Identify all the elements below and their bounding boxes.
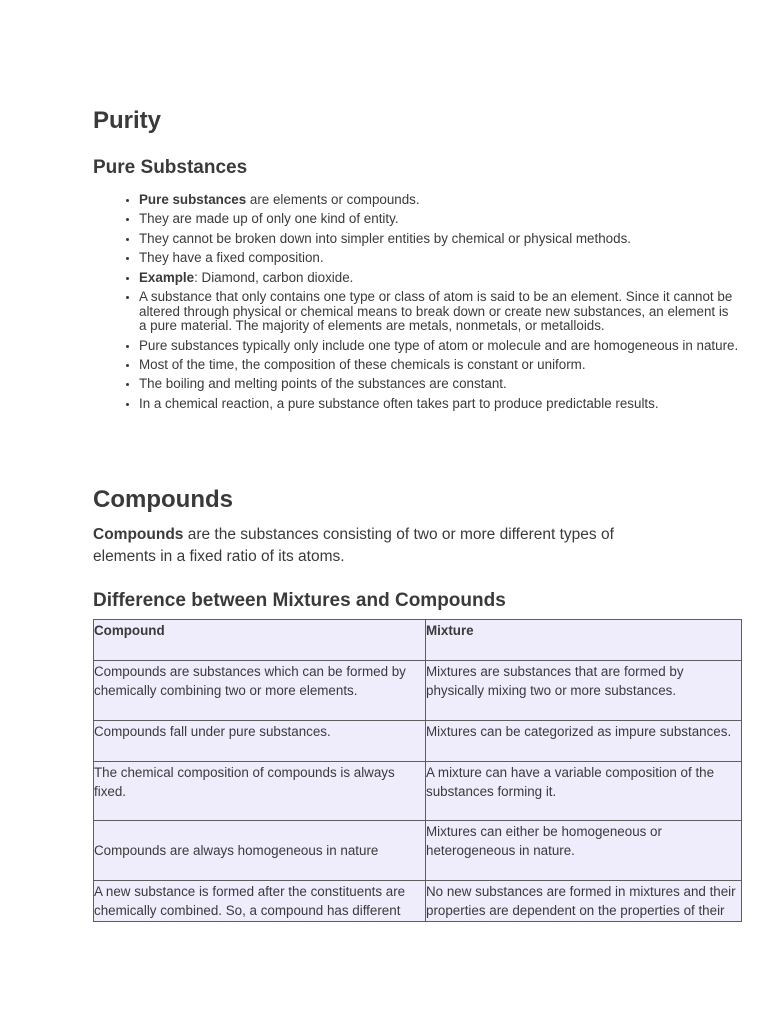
table-cell: Mixtures can be categorized as impure substances. xyxy=(426,721,742,762)
table-header-mixture: Mixture xyxy=(426,620,742,661)
table-row xyxy=(94,721,742,762)
list-item xyxy=(139,358,739,373)
section-heading-difference: Difference between Mixtures and Compounds xyxy=(93,590,506,611)
table-cell: Compounds fall under pure substances. xyxy=(94,721,426,762)
list-item-text: Most of the time, the composition of these chemicals is constant or uniform. xyxy=(139,356,586,372)
list-item-text: are elements or compounds. xyxy=(246,192,420,207)
list-item-text: The boiling and melting points of the substances are constant. xyxy=(139,376,507,392)
table-header-row xyxy=(94,620,742,661)
list-item-text: In a chemical reaction, a pure substance often takes part to produce predictable results. xyxy=(139,395,659,411)
table-cell: Compounds are always homogeneous in nature xyxy=(94,821,426,881)
list-item xyxy=(139,212,739,227)
compounds-intro-bold: Compounds xyxy=(93,526,184,543)
table-cell: A mixture can have a variable composition of the substances forming it. xyxy=(426,762,742,821)
table-cell-clip: No new substances are formed in mixtures and their properties are dependent on the properties of their xyxy=(426,884,736,918)
list-item xyxy=(139,339,739,354)
list-item-text: A substance that only contains one type or class of atom is said to be an element. Since it cannot be altered through physical or chemical means to break down or create new substances, an element is a pure material. The majority of elements are metals, nonmetals, or metalloids. xyxy=(139,288,733,334)
table-cell: The chemical composition of compounds is always fixed. xyxy=(94,762,426,821)
list-item-bold: Example xyxy=(139,269,195,285)
list-item xyxy=(139,397,739,412)
list-item xyxy=(139,290,739,334)
list-item xyxy=(139,271,739,286)
table-header-compound: Compound xyxy=(94,620,426,661)
table-cell xyxy=(426,881,742,922)
section-heading-compounds: Compounds xyxy=(93,486,233,513)
table-row xyxy=(94,661,742,721)
list-item xyxy=(139,377,739,392)
table-cell xyxy=(94,881,426,922)
table-row xyxy=(94,881,742,922)
table-cell: Compounds are substances which can be formed by chemically combining two or more elements. xyxy=(94,661,426,721)
page-title: Purity xyxy=(93,107,162,134)
list-item-text: They cannot be broken down into simpler entities by chemical or physical methods. xyxy=(139,230,631,246)
list-item-bold: Pure substances xyxy=(139,192,247,207)
list-item-text: They have a fixed composition. xyxy=(139,250,324,266)
compounds-intro-text: are the substances consisting of two or more different types of elements in a fixed ratio of its atoms. xyxy=(93,526,614,565)
list-item xyxy=(139,251,739,266)
list-item xyxy=(139,232,739,247)
table-row xyxy=(94,821,742,881)
compounds-intro xyxy=(93,524,653,568)
comparison-table xyxy=(93,619,742,922)
table-row xyxy=(94,762,742,821)
table-cell: Mixtures can either be homogeneous or heterogeneous in nature. xyxy=(426,821,742,881)
table-cell-clip: A new substance is formed after the constituents are chemically combined. So, a compound has different xyxy=(94,884,406,918)
pure-substances-list xyxy=(93,193,739,416)
list-item xyxy=(139,193,739,208)
section-heading-pure-substances: Pure Substances xyxy=(93,157,248,178)
list-item-text: They are made up of only one kind of entity. xyxy=(139,211,399,227)
table-cell: Mixtures are substances that are formed by physically mixing two or more substances. xyxy=(426,661,742,721)
list-item-text: Pure substances typically only include one type of atom or molecule and are homogeneous in nature. xyxy=(139,337,739,353)
list-item-text: : Diamond, carbon dioxide. xyxy=(194,269,354,285)
